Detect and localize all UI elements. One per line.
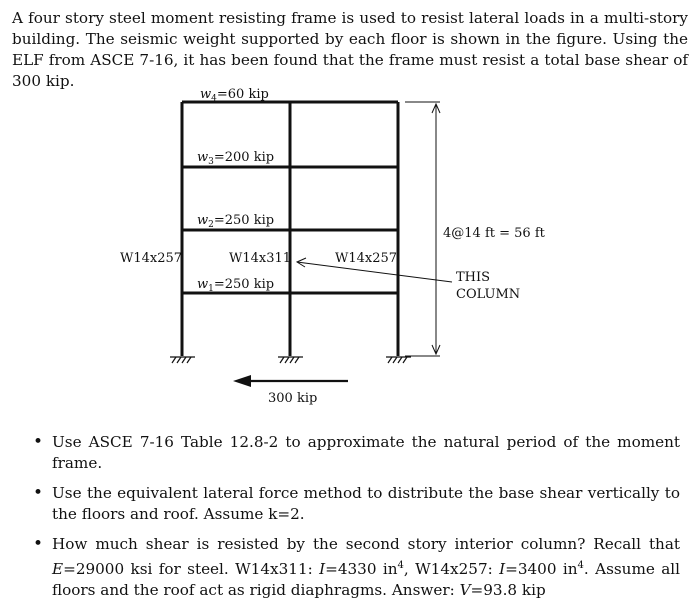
task-item: • Use the equivalent lateral force method to distribute the base shear vertically to the floors and roof. Assume k=2. [22, 483, 680, 525]
column-label-middle: W14x311 [229, 251, 292, 266]
task-list [22, 432, 680, 610]
column-label-right: W14x257 [335, 251, 398, 266]
weight-label-roof: $w_4=60$ kip [200, 87, 269, 104]
column-label-left: W14x257 [120, 251, 183, 266]
moment-frame [182, 102, 398, 356]
task-item: • How much shear is resisted by the second story interior column? Recall that E=29000 ksi for steel. W14x311: I=4330 $in^4$, W14x257: I=3400 $in^4$. Assume all floors and the roof act as rigid diaphragms. Answer: V=93.8 kip [22, 534, 680, 601]
callout-label-line1: THIS [456, 270, 491, 285]
fixed-support-right [386, 357, 411, 363]
frame-diagram [0, 80, 700, 420]
fixed-support-left [170, 357, 195, 363]
callout-label-line2: COLUMN [456, 287, 521, 302]
weight-label-floor-2: $w_2=250$ kip [197, 213, 275, 230]
task-item: • Use ASCE 7-16 Table 12.8-2 to approximate the natural period of the moment frame. [22, 432, 680, 474]
base-shear-arrow [233, 375, 348, 387]
problem-intro: A four story steel moment resisting frame is used to resist lateral loads in a multi-story building. The seismic weight supported by each floor is shown in the figure. Using the ELF from ASCE 7-16, it has been found that the frame must resist a total base shear of 300 kip. [12, 9, 688, 90]
weight-label-floor-3: $w_3=200$ kip [197, 150, 275, 167]
weight-label-floor-1: $w_1=250$ kip [197, 277, 275, 294]
base-shear-label: 300 kip [268, 391, 318, 406]
fixed-support-middle [278, 357, 303, 363]
height-dimension-label: 4@14 ft = 56 ft [443, 226, 545, 241]
height-dimension [405, 102, 440, 356]
